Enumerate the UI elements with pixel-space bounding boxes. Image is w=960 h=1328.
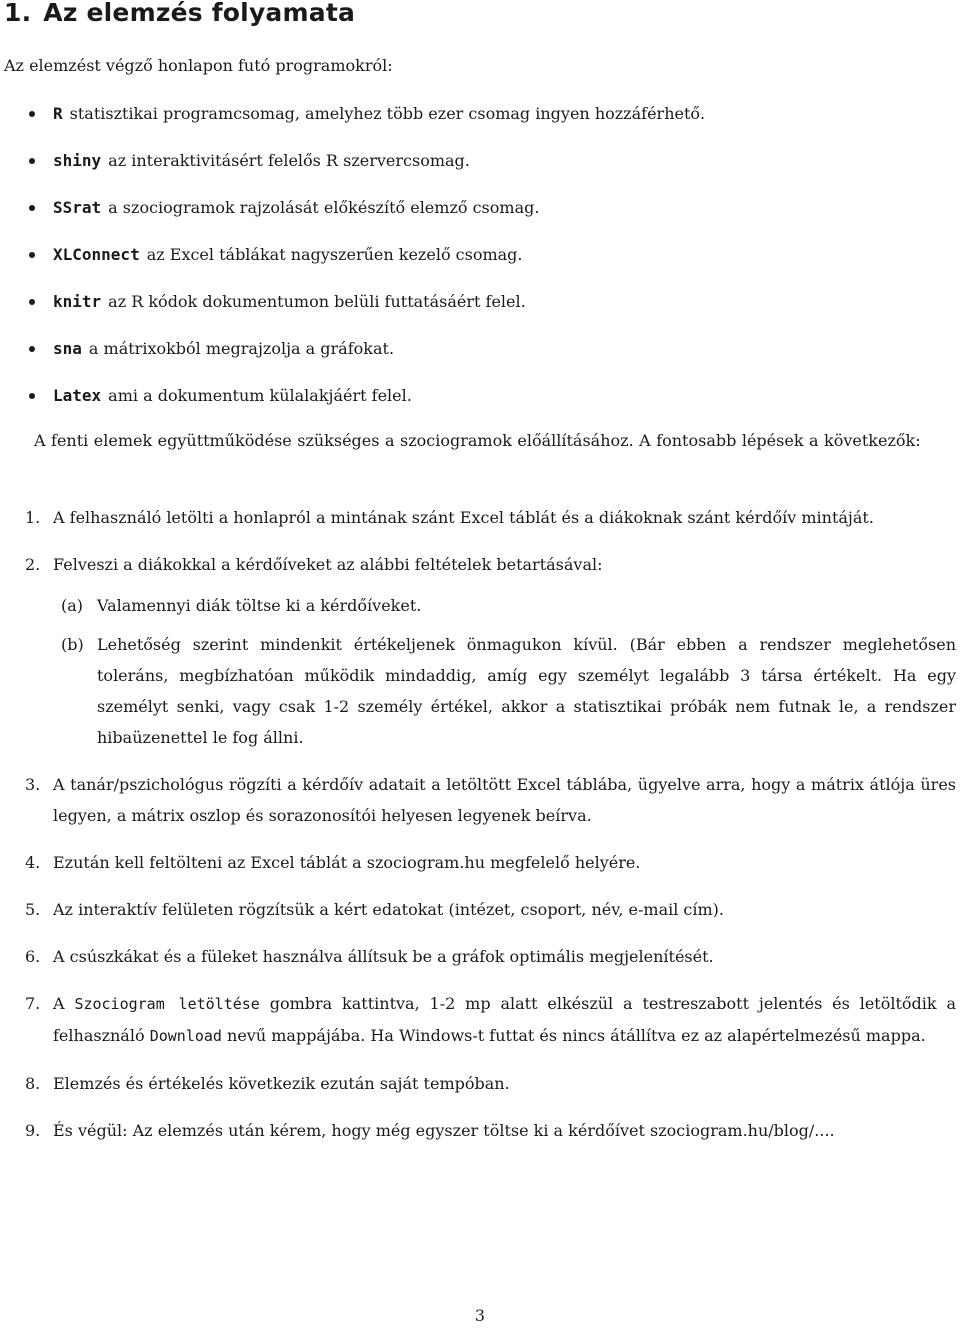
program-name: SSrat — [53, 198, 102, 217]
step-number: 9. — [25, 1121, 41, 1140]
section-number: 1. — [4, 0, 32, 27]
step-item — [0, 894, 960, 925]
program-name: R — [53, 104, 63, 123]
step-number: 2. — [25, 555, 41, 574]
intro-text: Az elemzést végző honlapon futó programokról: — [4, 56, 393, 75]
sub-text: Lehetőség szerint mindenkit értékeljenek önmagukon kívül. (Bár ebben a rendszer meglehetősen toleráns, megbízhatóan működik mindaddig, amíg egy személyt legalább 3 társa értékelt. Ha egy személyt senki, vagy csak 1-2 személy értékel, akkor a statisztikai próbák nem futnak le, a rendszer hibaüzenettel le fog állni. — [97, 635, 956, 747]
program-name: knitr — [53, 292, 102, 311]
sub-list — [53, 590, 956, 753]
program-name: XLConnect — [53, 245, 140, 264]
program-description: az Excel táblákat nagyszerűen kezelő csomag. — [146, 245, 523, 264]
program-description: ami a dokumentum külalakjáért felel. — [108, 386, 412, 405]
sub-label: (a) — [61, 596, 84, 615]
download-folder-name: Download — [149, 1027, 222, 1045]
bullet-icon — [29, 252, 35, 258]
step-number: 7. — [25, 994, 41, 1013]
download-button-name: Szociogram letöltése — [74, 995, 260, 1013]
step-number: 1. — [25, 508, 41, 527]
body-paragraph: A fenti elemek együttműködése szükséges a szociogramok előállításához. A fontosabb lépések a következők: — [34, 431, 921, 450]
list-item — [0, 382, 960, 429]
step-text: A felhasználó letölti a honlapról a mintának szánt Excel táblát és a diákoknak szánt kérdőív mintáját. — [53, 508, 874, 527]
bullet-icon — [29, 158, 35, 164]
step-text: A tanár/pszichológus rögzíti a kérdőív adatait a letöltött Excel táblába, ügyelve arra, hogy a mátrix átlója üres legyen, a mátrix oszlop és sorazonosítói helyesen legyenek beírva. — [53, 775, 956, 825]
list-item — [0, 100, 960, 147]
step-text: Elemzés és értékelés következik ezután saját tempóban. — [53, 1074, 510, 1093]
list-item — [0, 288, 960, 335]
bullet-icon — [29, 346, 35, 352]
step-text: Felveszi a diákokkal a kérdőíveket az alábbi feltételek betartásával: — [53, 555, 603, 574]
step-number: 6. — [25, 947, 41, 966]
step-text: A csúszkákat és a füleket használva állítsuk be a gráfok optimális megjelenítését. — [53, 947, 714, 966]
step-text-pre: A — [53, 994, 65, 1013]
section-heading — [4, 0, 355, 30]
bullet-icon — [29, 205, 35, 211]
list-item — [0, 147, 960, 194]
step-text: És végül: Az elemzés után kérem, hogy még egyszer töltse ki a kérdőívet szociogram.hu/blog/.... — [53, 1121, 835, 1140]
list-item — [0, 194, 960, 241]
sub-label: (b) — [61, 635, 84, 654]
step-item — [0, 769, 960, 831]
step-item — [0, 549, 960, 753]
program-name: sna — [53, 339, 82, 358]
step-number: 3. — [25, 775, 41, 794]
program-description: statisztikai programcsomag, amelyhez több ezer csomag ingyen hozzáférhető. — [69, 104, 706, 123]
program-list — [0, 100, 960, 429]
step-text: Az interaktív felületen rögzítsük a kért edatokat (intézet, csoport, név, e-mail cím). — [53, 900, 725, 919]
step-text-mid: gombra kattintva, 1-2 mp alatt elkészül a testreszabott jelentés és letöltődik a felhasználó — [53, 994, 957, 1045]
step-item — [0, 502, 960, 533]
bullet-icon — [29, 393, 35, 399]
program-name: Latex — [53, 386, 102, 405]
sub-text: Valamennyi diák töltse ki a kérdőíveket. — [97, 596, 422, 615]
list-item — [0, 335, 960, 382]
step-number: 5. — [25, 900, 41, 919]
bullet-icon — [29, 111, 35, 117]
step-item — [0, 941, 960, 972]
page-number: 3 — [474, 1306, 486, 1325]
step-item — [0, 847, 960, 878]
step-number: 8. — [25, 1074, 41, 1093]
step-text: Ezután kell feltölteni az Excel táblát a szociogram.hu megfelelő helyére. — [53, 853, 641, 872]
step-text-post: nevű mappájába. Ha Windows-t futtat és nincs átállítva ez az alapértelmezésű mappa. — [227, 1026, 926, 1045]
bullet-icon — [29, 299, 35, 305]
sub-item — [53, 590, 956, 621]
program-description: az interaktivitásért felelős R szervercsomag. — [108, 151, 470, 170]
program-name: shiny — [53, 151, 102, 170]
program-description: a mátrixokból megrajzolja a gráfokat. — [88, 339, 395, 358]
section-title: Az elemzés folyamata — [43, 0, 356, 27]
step-item — [0, 1068, 960, 1099]
program-description: a szociogramok rajzolását előkészítő elemző csomag. — [108, 198, 540, 217]
step-item — [0, 988, 960, 1052]
steps-list — [0, 502, 960, 1162]
list-item — [0, 241, 960, 288]
program-description: az R kódok dokumentumon belüli futtatásáért felel. — [108, 292, 526, 311]
step-number: 4. — [25, 853, 41, 872]
step-item — [0, 1115, 960, 1146]
sub-item — [53, 629, 956, 753]
